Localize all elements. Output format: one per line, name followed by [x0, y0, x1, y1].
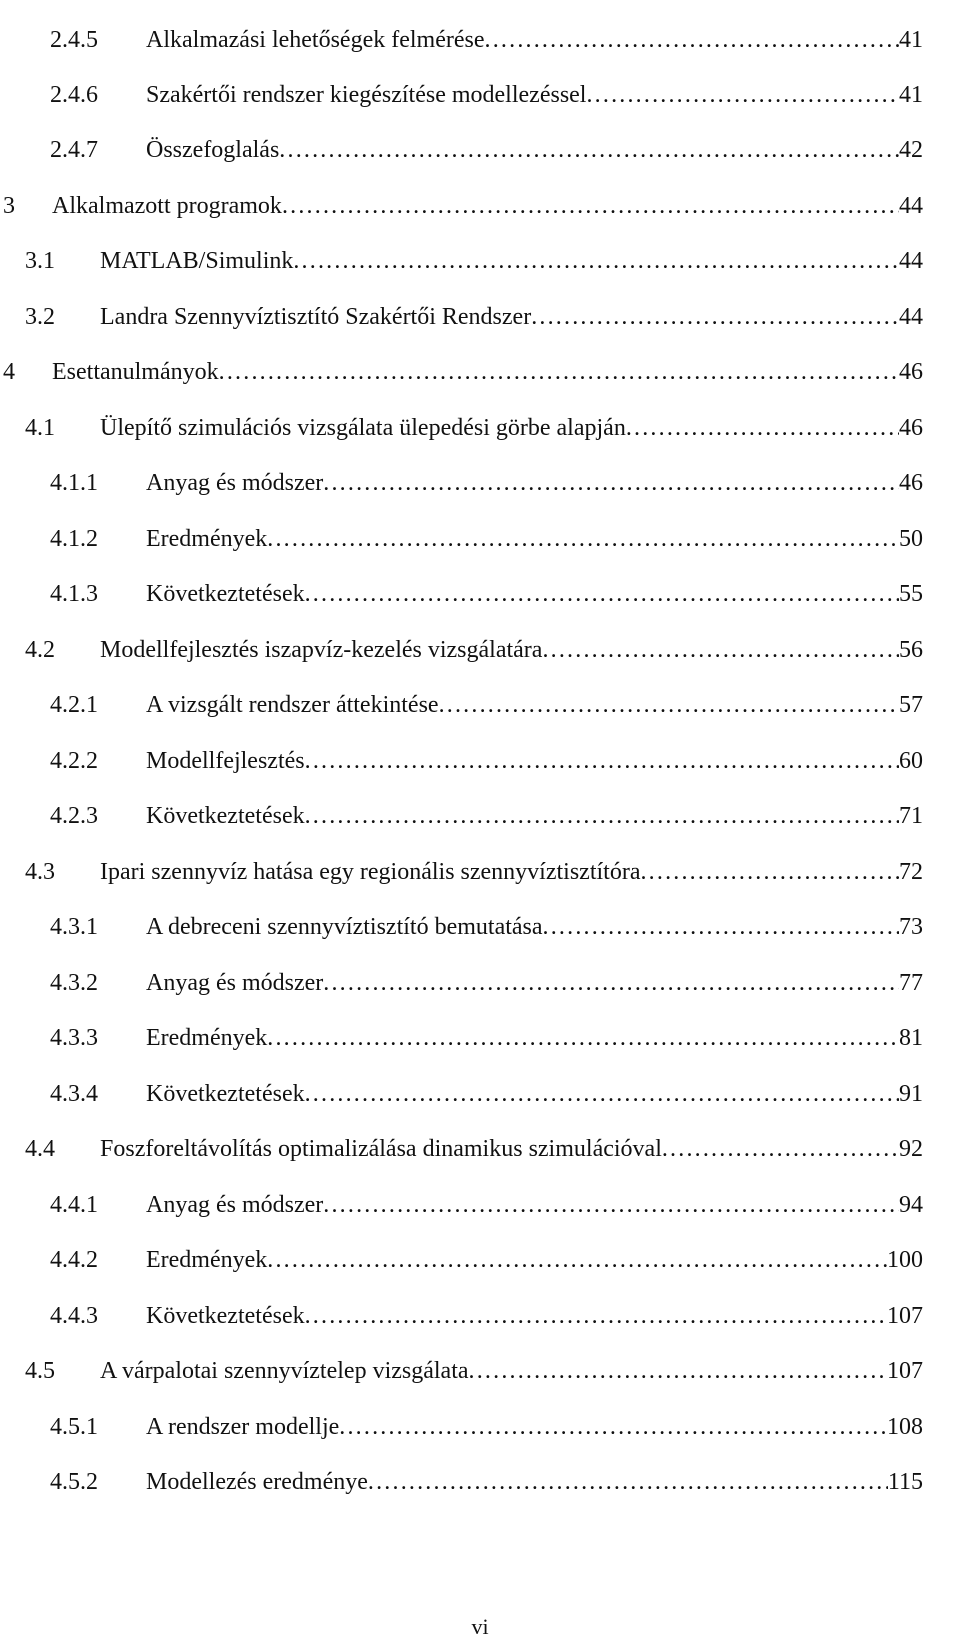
toc-entry-number: 4.1.3: [50, 581, 98, 607]
toc-entry-number: 4.4.1: [50, 1192, 98, 1218]
toc-entry-title: Landra Szennyvíztisztító Szakértői Rendszer: [100, 304, 532, 330]
toc-dot-leader: [542, 633, 899, 667]
toc-entry-title: Következtetések: [146, 581, 305, 607]
toc-entry[interactable]: [25, 300, 923, 334]
toc-dot-leader: [640, 855, 899, 889]
toc-entry-page: 46: [899, 470, 923, 496]
toc-entry[interactable]: [50, 1299, 923, 1333]
toc-entry-number: 4.3.2: [50, 970, 98, 996]
toc-entry-title: Alkalmazott programok: [52, 193, 282, 219]
toc-entry-page: 77: [899, 970, 923, 996]
toc-entry-title: Következtetések: [146, 1303, 305, 1329]
toc-entry[interactable]: [50, 1410, 923, 1444]
toc-entry[interactable]: [50, 1188, 923, 1222]
toc-entry-title: Eredmények: [146, 1025, 268, 1051]
toc-entry[interactable]: [50, 522, 923, 556]
toc-entry[interactable]: [50, 1465, 923, 1499]
toc-entry-title: Esettanulmányok: [52, 359, 219, 385]
toc-entry-title: Modellfejlesztés iszapvíz-kezelés vizsgálatára: [100, 637, 543, 663]
toc-entry-number: 4.2.3: [50, 803, 98, 829]
toc-entry-number: 4.2.1: [50, 692, 98, 718]
toc-entry[interactable]: [25, 1354, 923, 1388]
toc-entry-number: 4.1.1: [50, 470, 98, 496]
toc-dot-leader: [543, 910, 899, 944]
toc-entry-title: Anyag és módszer: [146, 970, 324, 996]
toc-entry[interactable]: [25, 633, 923, 667]
toc-entry-title: Eredmények: [146, 526, 268, 552]
toc-entry[interactable]: [50, 910, 923, 944]
toc-dot-leader: [305, 1077, 899, 1111]
toc-entry-title: Anyag és módszer: [146, 470, 324, 496]
toc-dot-leader: [662, 1132, 899, 1166]
toc-dot-leader: [267, 522, 899, 556]
toc-entry-number: 4.4.3: [50, 1303, 98, 1329]
toc-entry-title: Modellezés eredménye: [146, 1469, 368, 1495]
toc-entry-page: 42: [899, 137, 923, 163]
toc-dot-leader: [282, 189, 899, 223]
toc-entry-title: A várpalotai szennyvíztelep vizsgálata: [100, 1358, 469, 1384]
toc-entry-page: 56: [899, 637, 923, 663]
toc-entry-page: 91: [899, 1081, 923, 1107]
toc-entry-number: 4.1.2: [50, 526, 98, 552]
toc-entry-page: 50: [899, 526, 923, 552]
toc-entry[interactable]: [50, 23, 923, 57]
toc-entry-page: 41: [899, 27, 923, 53]
toc-entry[interactable]: [50, 744, 923, 778]
toc-dot-leader: [323, 1188, 899, 1222]
toc-dot-leader: [469, 1354, 887, 1388]
toc-entry-number: 3.1: [25, 248, 55, 274]
toc-entry-title: Következtetések: [146, 803, 305, 829]
toc-entry-title: A rendszer modellje: [146, 1414, 340, 1440]
toc-entry-number: 4.3.4: [50, 1081, 98, 1107]
toc-entry-page: 81: [899, 1025, 923, 1051]
toc-entry[interactable]: [50, 577, 923, 611]
toc-dot-leader: [626, 411, 899, 445]
toc-entry-page: 44: [899, 248, 923, 274]
toc-entry-page: 71: [899, 803, 923, 829]
toc-entry[interactable]: [25, 244, 923, 278]
toc-entry-number: 3: [3, 193, 15, 219]
toc-dot-leader: [305, 744, 899, 778]
toc-dot-leader: [305, 1299, 887, 1333]
toc-entry-number: 2.4.6: [50, 82, 98, 108]
toc-entry-title: Alkalmazási lehetőségek felmérése: [146, 27, 485, 53]
toc-entry[interactable]: [50, 1243, 923, 1277]
toc-dot-leader: [293, 244, 899, 278]
toc-entry-number: 4.5: [25, 1358, 55, 1384]
toc-entry-number: 2.4.7: [50, 137, 98, 163]
toc-entry-title: Modellfejlesztés: [146, 748, 305, 774]
toc-entry-title: Ipari szennyvíz hatása egy regionális szennyvíztisztítóra: [100, 859, 641, 885]
toc-entry-page: 57: [899, 692, 923, 718]
toc-entry-title: Összefoglalás: [146, 137, 280, 163]
toc-entry-number: 4.4.2: [50, 1247, 98, 1273]
toc-dot-leader: [586, 78, 899, 112]
toc-entry-page: 115: [887, 1469, 923, 1495]
toc-entry-title: Anyag és módszer: [146, 1192, 324, 1218]
toc-entry-page: 100: [887, 1247, 923, 1273]
toc-entry-number: 4.2: [25, 637, 55, 663]
toc-entry-page: 46: [899, 359, 923, 385]
toc-entry[interactable]: [3, 189, 923, 223]
toc-entry-title: A vizsgált rendszer áttekintése: [146, 692, 439, 718]
page-number: vi: [471, 1614, 489, 1639]
toc-entry-number: 4.3.1: [50, 914, 98, 940]
toc-entry[interactable]: [25, 855, 923, 889]
toc-dot-leader: [267, 1243, 887, 1277]
toc-entry-number: 4: [3, 359, 15, 385]
toc-entry-title: A debreceni szennyvíztisztító bemutatása: [146, 914, 543, 940]
toc-entry-page: 94: [899, 1192, 923, 1218]
toc-entry[interactable]: [25, 1132, 923, 1166]
toc-dot-leader: [279, 133, 899, 167]
toc-dot-leader: [267, 1021, 899, 1055]
toc-entry-page: 46: [899, 415, 923, 441]
toc-entry-number: 4.2.2: [50, 748, 98, 774]
toc-entry[interactable]: [3, 355, 923, 389]
toc-entry-page: 41: [899, 82, 923, 108]
toc-entry[interactable]: [50, 799, 923, 833]
toc-entry[interactable]: [50, 966, 923, 1000]
toc-entry[interactable]: [50, 1021, 923, 1055]
toc-dot-leader: [219, 355, 899, 389]
toc-entry-page: 44: [899, 193, 923, 219]
toc-dot-leader: [531, 300, 899, 334]
toc-entry[interactable]: [25, 411, 923, 445]
toc-entry-title: Eredmények: [146, 1247, 268, 1273]
toc-dot-leader: [305, 577, 899, 611]
toc-entry-title: Foszforeltávolítás optimalizálása dinamikus szimulációval: [100, 1136, 662, 1162]
toc-entry[interactable]: [50, 1077, 923, 1111]
toc-entry[interactable]: [50, 688, 923, 722]
toc-entry-title: MATLAB/Simulink: [100, 248, 294, 274]
toc-entry-page: 55: [899, 581, 923, 607]
toc-entry-page: 60: [899, 748, 923, 774]
toc-entry-page: 107: [887, 1303, 923, 1329]
toc-entry-number: 3.2: [25, 304, 55, 330]
toc-entry-page: 108: [887, 1414, 923, 1440]
toc-entry-page: 92: [899, 1136, 923, 1162]
toc-entry-title: Következtetések: [146, 1081, 305, 1107]
toc-dot-leader: [485, 23, 899, 57]
toc-entry[interactable]: [50, 133, 923, 167]
toc-entry-title: Ülepítő szimulációs vizsgálata ülepedési görbe alapján: [100, 415, 626, 441]
toc-entry-number: 4.4: [25, 1136, 55, 1162]
toc-entry-number: 4.5.2: [50, 1469, 98, 1495]
toc-entry-number: 4.1: [25, 415, 55, 441]
toc-entry-page: 107: [887, 1358, 923, 1384]
toc-entry[interactable]: [50, 78, 923, 112]
toc-entry-page: 72: [899, 859, 923, 885]
toc-entry-page: 44: [899, 304, 923, 330]
toc-entry-number: 2.4.5: [50, 27, 98, 53]
toc-dot-leader: [323, 466, 899, 500]
toc-entry-title: Szakértői rendszer kiegészítése modellezéssel: [146, 82, 587, 108]
toc-dot-leader: [339, 1410, 887, 1444]
toc-entry-page: 73: [899, 914, 923, 940]
toc-dot-leader: [323, 966, 899, 1000]
toc-dot-leader: [439, 688, 899, 722]
toc-dot-leader: [368, 1465, 888, 1499]
toc-entry-number: 4.5.1: [50, 1414, 98, 1440]
toc-entry-number: 4.3: [25, 859, 55, 885]
toc-entry-number: 4.3.3: [50, 1025, 98, 1051]
toc-dot-leader: [305, 799, 899, 833]
toc-entry[interactable]: [50, 466, 923, 500]
